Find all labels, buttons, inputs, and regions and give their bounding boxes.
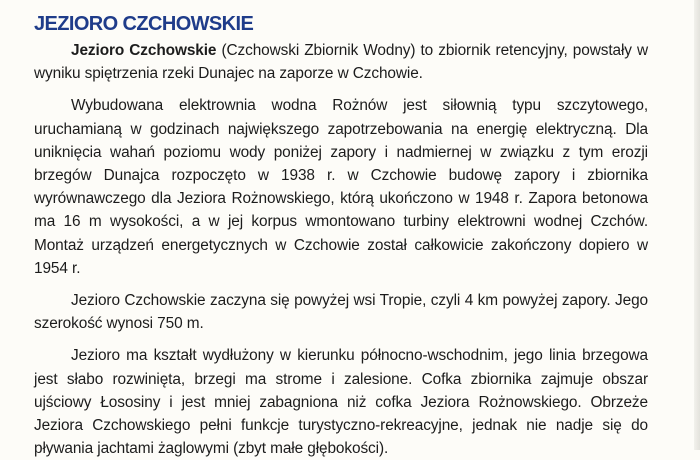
- paragraph-intro: [34, 39, 648, 85]
- paragraph-location: Jezioro Czchowskie zaczyna się powyżej wsi Tropie, czyli 4 km powyżej zapory. Jego szerokość wynosi 750 m.: [34, 292, 648, 333]
- paragraph-shape: Jezioro ma kształt wydłużony w kierunku północno-wschodnim, jego linia brzegowa jest słabo rozwinięta, brzegi ma strome i zalesione. Cofka zbiornika zajmuje obszar ujściowy Łososiny i jest mniej zabagniona niż cofka Jeziora Rożnowskiego. Obrzeże Jeziora Czchowskiego pełni funkcje turystyczno-rekreacyjne, jednak nie nadje się do pływania jachtami żaglowymi (zbyt małe głębokości).: [34, 347, 648, 458]
- paragraph-intro-text: (Czchowski Zbiornik Wodny) to zbiornik retencyjny, powstały w wyniku spiętrzenia rzeki Dunajec na zaporze w Czchowie.: [34, 42, 648, 83]
- page-edge-shadow: [694, 0, 700, 450]
- paragraph-power-plant: Wybudowana elektrownia wodna Rożnów jest siłownią typu szczytowego, uruchamianą w godzinach największego zapotrzebowania na energię elektryczną. Dla uniknięcia wahań poziomu wody poniżej zapory i nadmiernej w związku z tym erozji brzegów Dunajca rozpoczęto w 1938 r. w Czchowie budowę zapory i zbiornika wyrównawczego dla Jeziora Rożnowskiego, którą ukończono w 1948 r. Zapora betonowa ma 16 m wysokości, a w jej korpus wmontowano turbiny elektrowni wodnej Czchów. Montaż urządzeń energetycznych w Czchowie został całkowicie zakończony dopiero w 1954 r.: [34, 97, 648, 277]
- page-title: JEZIORO CZCHOWSKIE: [34, 13, 254, 35]
- paragraph-lead-term: Jezioro Czchowskie: [71, 42, 217, 59]
